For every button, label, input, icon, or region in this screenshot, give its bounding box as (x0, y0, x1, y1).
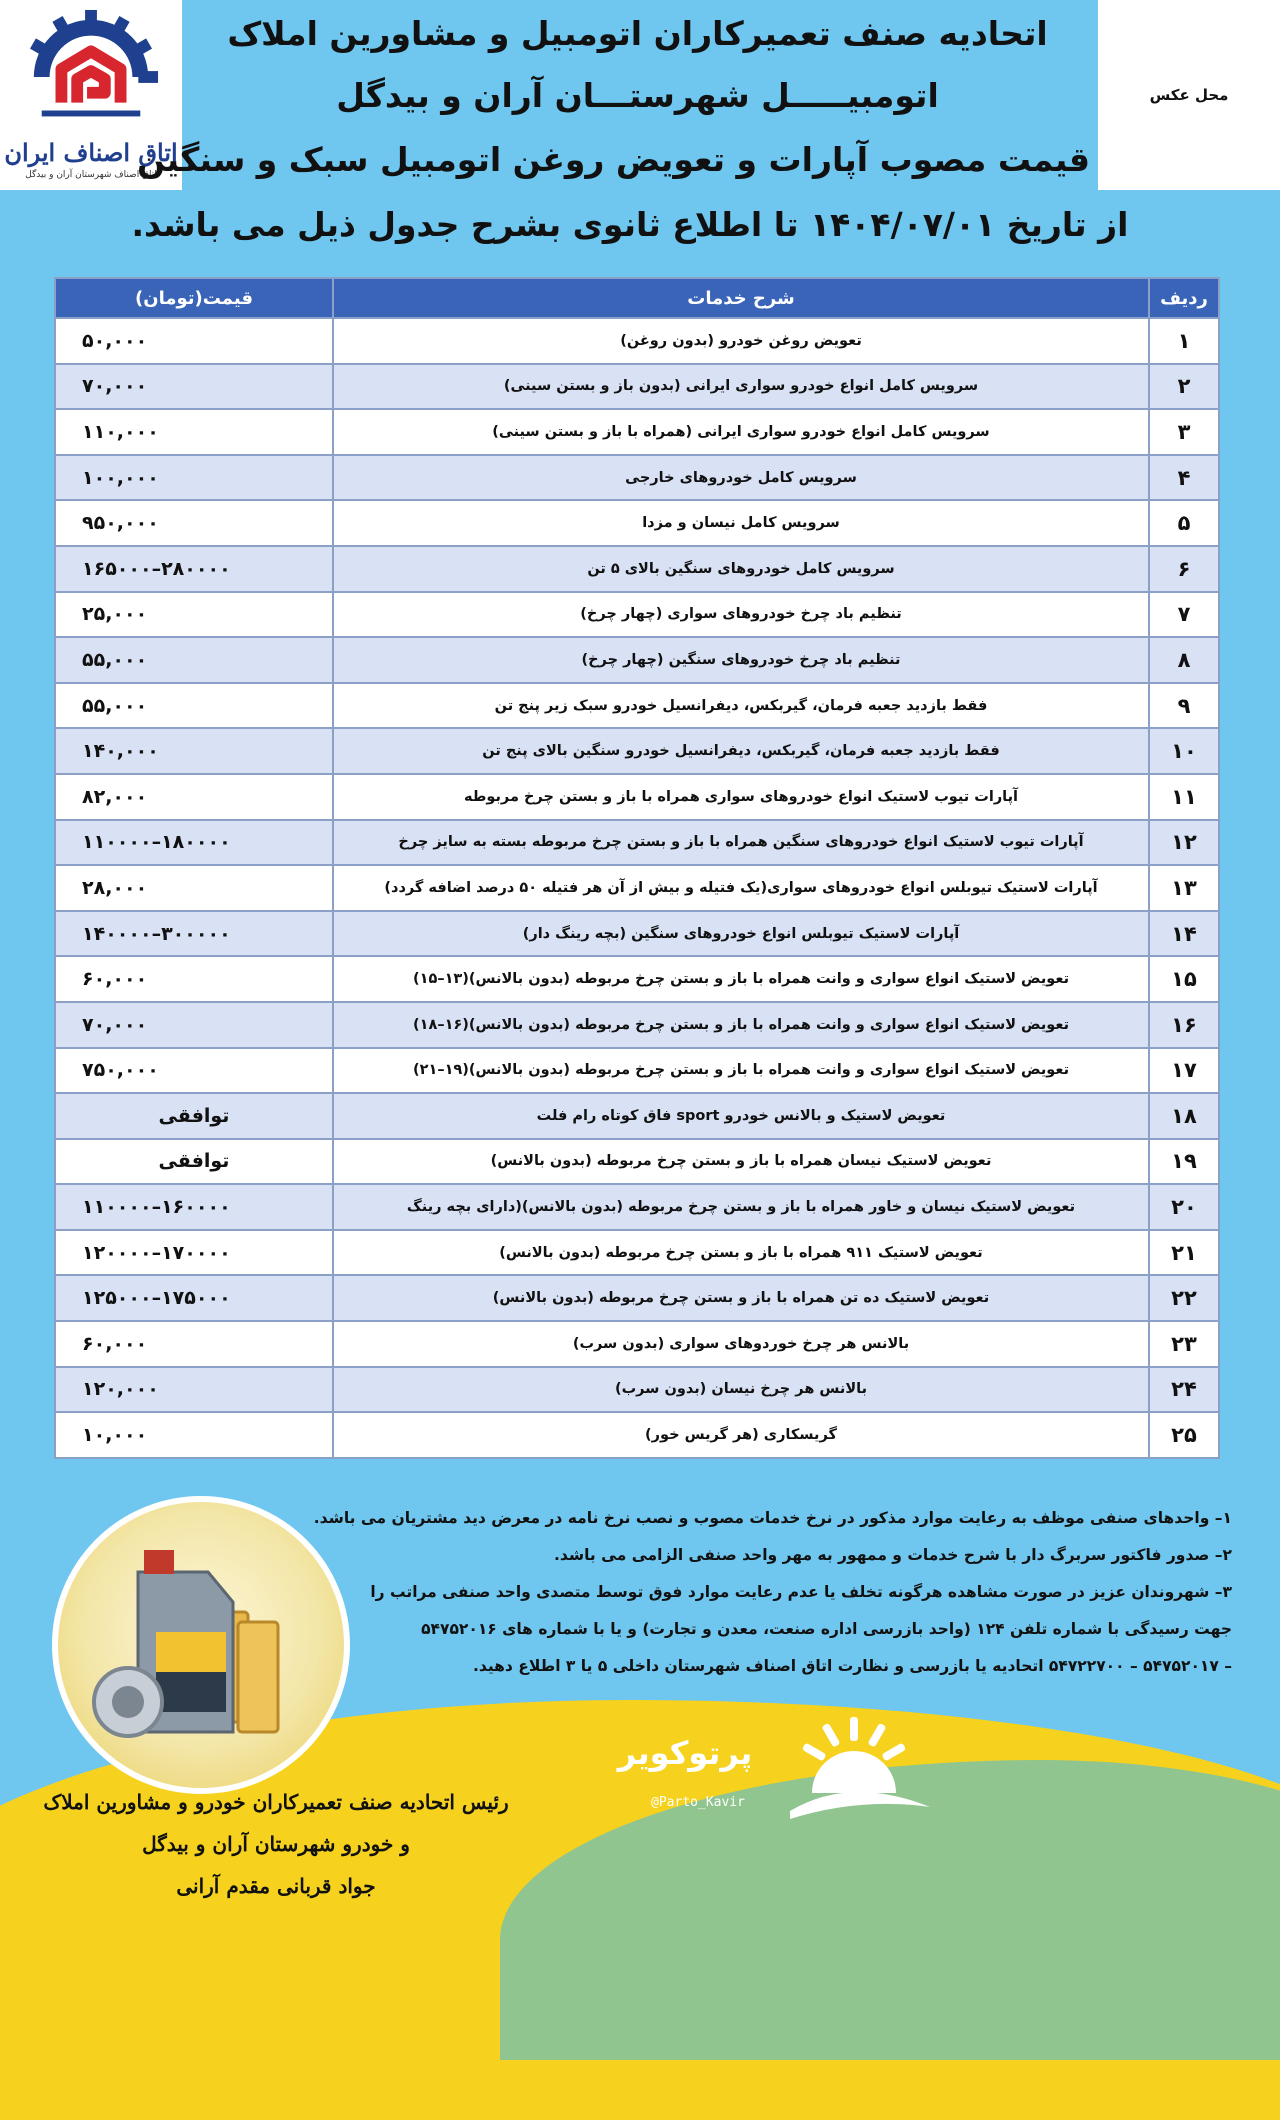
gear-logo-icon (22, 8, 160, 146)
note-line: ۳– شهروندان عزیز در صورت مشاهده هرگونه تخلف یا عدم رعایت موارد فوق توسط متصدی واحد صنفی مراتب را (370, 1583, 1232, 1601)
table-row (55, 1093, 1219, 1139)
table-row (55, 1367, 1219, 1413)
service-price: ۵۵,۰۰۰ (55, 683, 333, 729)
note-line: ۱– واحدهای صنفی موظف به رعایت موارد مذکور در نرخ خدمات مصوب و نصب نرخ نامه در معرض دید مشتریان می باشد. (313, 1509, 1232, 1527)
table-row (55, 728, 1219, 774)
row-number: ۴ (1149, 455, 1219, 501)
signature-title: رئیس اتحادیه صنف تعمیرکاران خودرو و مشاورین املاک (43, 1790, 509, 1814)
oil-product-image (52, 1496, 350, 1794)
row-number: ۸ (1149, 637, 1219, 683)
signature-name: جواد قربانی مقدم آرانی (176, 1874, 376, 1898)
row-number: ۳ (1149, 409, 1219, 455)
union-city: اتومبیـــــل شهرستـــان آران و بیدگل (336, 76, 939, 115)
service-price: ۱۱۰۰۰۰–۱۶۰۰۰۰ (55, 1184, 333, 1230)
row-number: ۱۳ (1149, 865, 1219, 911)
row-number: ۵ (1149, 500, 1219, 546)
row-number: ۱۶ (1149, 1002, 1219, 1048)
service-description: گریسکاری (هر گریس خور) (333, 1412, 1149, 1458)
service-description: سرویس کامل انواع خودرو سواری ایرانی (همراه با باز و بستن سینی) (333, 409, 1149, 455)
note-line: ۲– صدور فاکتور سربرگ دار با شرح خدمات و ممهور به مهر واحد صنفی الزامی می باشد. (554, 1546, 1232, 1564)
service-price: ۷۰,۰۰۰ (55, 1002, 333, 1048)
service-price: ۸۲,۰۰۰ (55, 774, 333, 820)
table-header-row (55, 278, 1219, 318)
service-price: ۱۱۰۰۰۰–۱۸۰۰۰۰ (55, 820, 333, 866)
service-price: ۷۰,۰۰۰ (55, 364, 333, 410)
service-description: آپارات لاستیک تیوبلس انواع خودروهای سواری(یک فتیله و بیش از آن هر فتیله ۵۰ درصد اضافه گردد) (333, 865, 1149, 911)
note-line: – ۵۴۷۵۲۰۱۷ – ۵۴۷۲۲۷۰۰ اتحادیه یا بازرسی و نظارت اتاق اصناف شهرستان داخلی ۵ یا ۳ اطلاع دهید. (472, 1657, 1232, 1675)
signature-union: و خودرو شهرستان آران و بیدگل (142, 1832, 410, 1856)
service-description: تعویض لاستیک انواع سواری و وانت همراه با باز و بستن چرخ مربوطه (بدون بالانس)(۱۳–۱۵) (333, 956, 1149, 1002)
photo-placeholder-label: محل عکس (1149, 86, 1229, 104)
table-row (55, 1230, 1219, 1276)
service-description: بالانس هر چرخ نیسان (بدون سرب) (333, 1367, 1149, 1413)
service-description: سرویس کامل انواع خودرو سواری ایرانی (بدون باز و بستن سینی) (333, 364, 1149, 410)
col-header-service: شرح خدمات (333, 278, 1149, 318)
service-price: ۱۴۰۰۰۰–۳۰۰۰۰۰ (55, 911, 333, 957)
row-number: ۷ (1149, 592, 1219, 638)
service-description: بالانس هر چرخ خوردوهای سواری (بدون سرب) (333, 1321, 1149, 1367)
row-number: ۲۰ (1149, 1184, 1219, 1230)
table-row (55, 637, 1219, 683)
table-row (55, 956, 1219, 1002)
price-table (54, 277, 1220, 1459)
service-price: ۹۵۰,۰۰۰ (55, 500, 333, 546)
row-number: ۲۳ (1149, 1321, 1219, 1367)
service-description: سرویس کامل خودروهای سنگین بالای ۵ تن (333, 546, 1149, 592)
row-number: ۲۲ (1149, 1275, 1219, 1321)
service-price: ۱۴۰,۰۰۰ (55, 728, 333, 774)
service-description: فقط بازدید جعبه فرمان، گیربکس، دیفرانسیل خودرو سنگین بالای پنج تن (333, 728, 1149, 774)
notes-section (272, 1500, 1232, 1685)
table-row (55, 364, 1219, 410)
row-number: ۱۹ (1149, 1139, 1219, 1185)
row-number: ۱۵ (1149, 956, 1219, 1002)
table-row (55, 318, 1219, 364)
service-description: فقط بازدید جعبه فرمان، گیربکس، دیفرانسیل خودرو سبک زیر پنج تن (333, 683, 1149, 729)
service-description: آپارات لاستیک تیوبلس انواع خودروهای سنگین (بچه رینگ دار) (333, 911, 1149, 957)
table-row (55, 592, 1219, 638)
service-description: تعویض روغن خودرو (بدون روغن) (333, 318, 1149, 364)
col-header-row-number: ردیف (1149, 278, 1219, 318)
row-number: ۱۲ (1149, 820, 1219, 866)
service-description: آپارات تیوب لاستیک انواع خودروهای سواری همراه با باز و بستن چرخ مربوطه (333, 774, 1149, 820)
service-price: ۱۲۵۰۰۰–۱۷۵۰۰۰ (55, 1275, 333, 1321)
row-number: ۲ (1149, 364, 1219, 410)
logo-subtext: اتاق اصناف شهرستان آران و بیدگل (25, 170, 157, 180)
brand-handle: @Parto_Kavir (651, 1795, 745, 1810)
service-description: تعویض لاستیک نیسان و خاور همراه با باز و بستن چرخ مربوطه (بدون بالانس)(دارای بچه رینگ (333, 1184, 1149, 1230)
service-price: توافقی (55, 1093, 333, 1139)
list-title: قیمت مصوب آپارات و تعویض روغن اتومبیل سبک و سنگین (136, 140, 1090, 179)
row-number: ۲۱ (1149, 1230, 1219, 1276)
service-description: سرویس کامل نیسان و مزدا (333, 500, 1149, 546)
service-description: تعویض لاستیک ده تن همراه با باز و بستن چرخ مربوطه (بدون بالانس) (333, 1275, 1149, 1321)
service-price: ۱۶۵۰۰۰–۲۸۰۰۰۰ (55, 546, 333, 592)
table-row (55, 546, 1219, 592)
row-number: ۱۴ (1149, 911, 1219, 957)
row-number: ۱ (1149, 318, 1219, 364)
table-row (55, 500, 1219, 546)
row-number: ۶ (1149, 546, 1219, 592)
service-price: ۱۱۰,۰۰۰ (55, 409, 333, 455)
service-price: ۶۰,۰۰۰ (55, 956, 333, 1002)
table-row (55, 911, 1219, 957)
table-row (55, 683, 1219, 729)
service-description: تعویض لاستیک نیسان همراه با باز و بستن چرخ مربوطه (بدون بالانس) (333, 1139, 1149, 1185)
service-price: ۵۰,۰۰۰ (55, 318, 333, 364)
service-description: تعویض لاستیک انواع سواری و وانت همراه با باز و بستن چرخ مربوطه (بدون بالانس)(۱۶–۱۸) (333, 1002, 1149, 1048)
row-number: ۲۴ (1149, 1367, 1219, 1413)
service-price: ۷۵۰,۰۰۰ (55, 1048, 333, 1094)
service-description: تعویض لاستیک و بالانس خودرو sport فاق کوتاه رام فلت (333, 1093, 1149, 1139)
service-price: ۲۸,۰۰۰ (55, 865, 333, 911)
logo-text: اتاق اصناف ایران (4, 138, 178, 167)
row-number: ۱۸ (1149, 1093, 1219, 1139)
row-number: ۱۰ (1149, 728, 1219, 774)
service-price: ۵۵,۰۰۰ (55, 637, 333, 683)
service-price: ۱۰,۰۰۰ (55, 1412, 333, 1458)
service-price: ۱۲۰,۰۰۰ (55, 1367, 333, 1413)
service-description: تعویض لاستیک ۹۱۱ همراه با باز و بستن چرخ مربوطه (بدون بالانس) (333, 1230, 1149, 1276)
service-description: آپارات تیوب لاستیک انواع خودروهای سنگین همراه با باز و بستن چرخ مربوطه بسته به سایز چرخ (333, 820, 1149, 866)
service-price: توافقی (55, 1139, 333, 1185)
service-price: ۱۲۰۰۰۰–۱۷۰۰۰۰ (55, 1230, 333, 1276)
effective-date: از تاریخ ۱۴۰۴/۰۷/۰۱ تا اطلاع ثانوی بشرح جدول ذیل می باشد. (131, 205, 1129, 244)
brand-name: پرتوکویر (617, 1734, 753, 1772)
service-price: ۲۵,۰۰۰ (55, 592, 333, 638)
row-number: ۱۱ (1149, 774, 1219, 820)
row-number: ۱۷ (1149, 1048, 1219, 1094)
row-number: ۲۵ (1149, 1412, 1219, 1458)
service-price: ۶۰,۰۰۰ (55, 1321, 333, 1367)
table-row (55, 820, 1219, 866)
photo-placeholder (1098, 0, 1280, 190)
service-description: تنظیم باد چرخ خودروهای سنگین (چهار چرخ) (333, 637, 1149, 683)
table-row (55, 1002, 1219, 1048)
service-description: سرویس کامل خودروهای خارجی (333, 455, 1149, 501)
service-description: تنظیم باد چرخ خودروهای سواری (چهار چرخ) (333, 592, 1149, 638)
table-row (55, 455, 1219, 501)
table-row (55, 774, 1219, 820)
row-number: ۹ (1149, 683, 1219, 729)
table-row (55, 409, 1219, 455)
note-line: جهت رسیدگی با شماره تلفن ۱۲۴ (واحد بازرسی اداره صنعت، معدن و تجارت) و یا با شماره های ۵۴۷۵۲۰۱۶ (421, 1620, 1232, 1638)
oil-can-icon (58, 1502, 344, 1788)
table-row (55, 1184, 1219, 1230)
table-row (55, 1048, 1219, 1094)
service-price: ۱۰۰,۰۰۰ (55, 455, 333, 501)
table-row (55, 1275, 1219, 1321)
service-description: تعویض لاستیک انواع سواری و وانت همراه با باز و بستن چرخ مربوطه (بدون بالانس)(۱۹–۲۱) (333, 1048, 1149, 1094)
col-header-price: قیمت(تومان) (55, 278, 333, 318)
table-row (55, 1321, 1219, 1367)
union-title: اتحادیه صنف تعمیرکاران اتومبیل و مشاورین املاک (227, 14, 1048, 53)
table-row (55, 1139, 1219, 1185)
table-row (55, 865, 1219, 911)
table-row (55, 1412, 1219, 1458)
